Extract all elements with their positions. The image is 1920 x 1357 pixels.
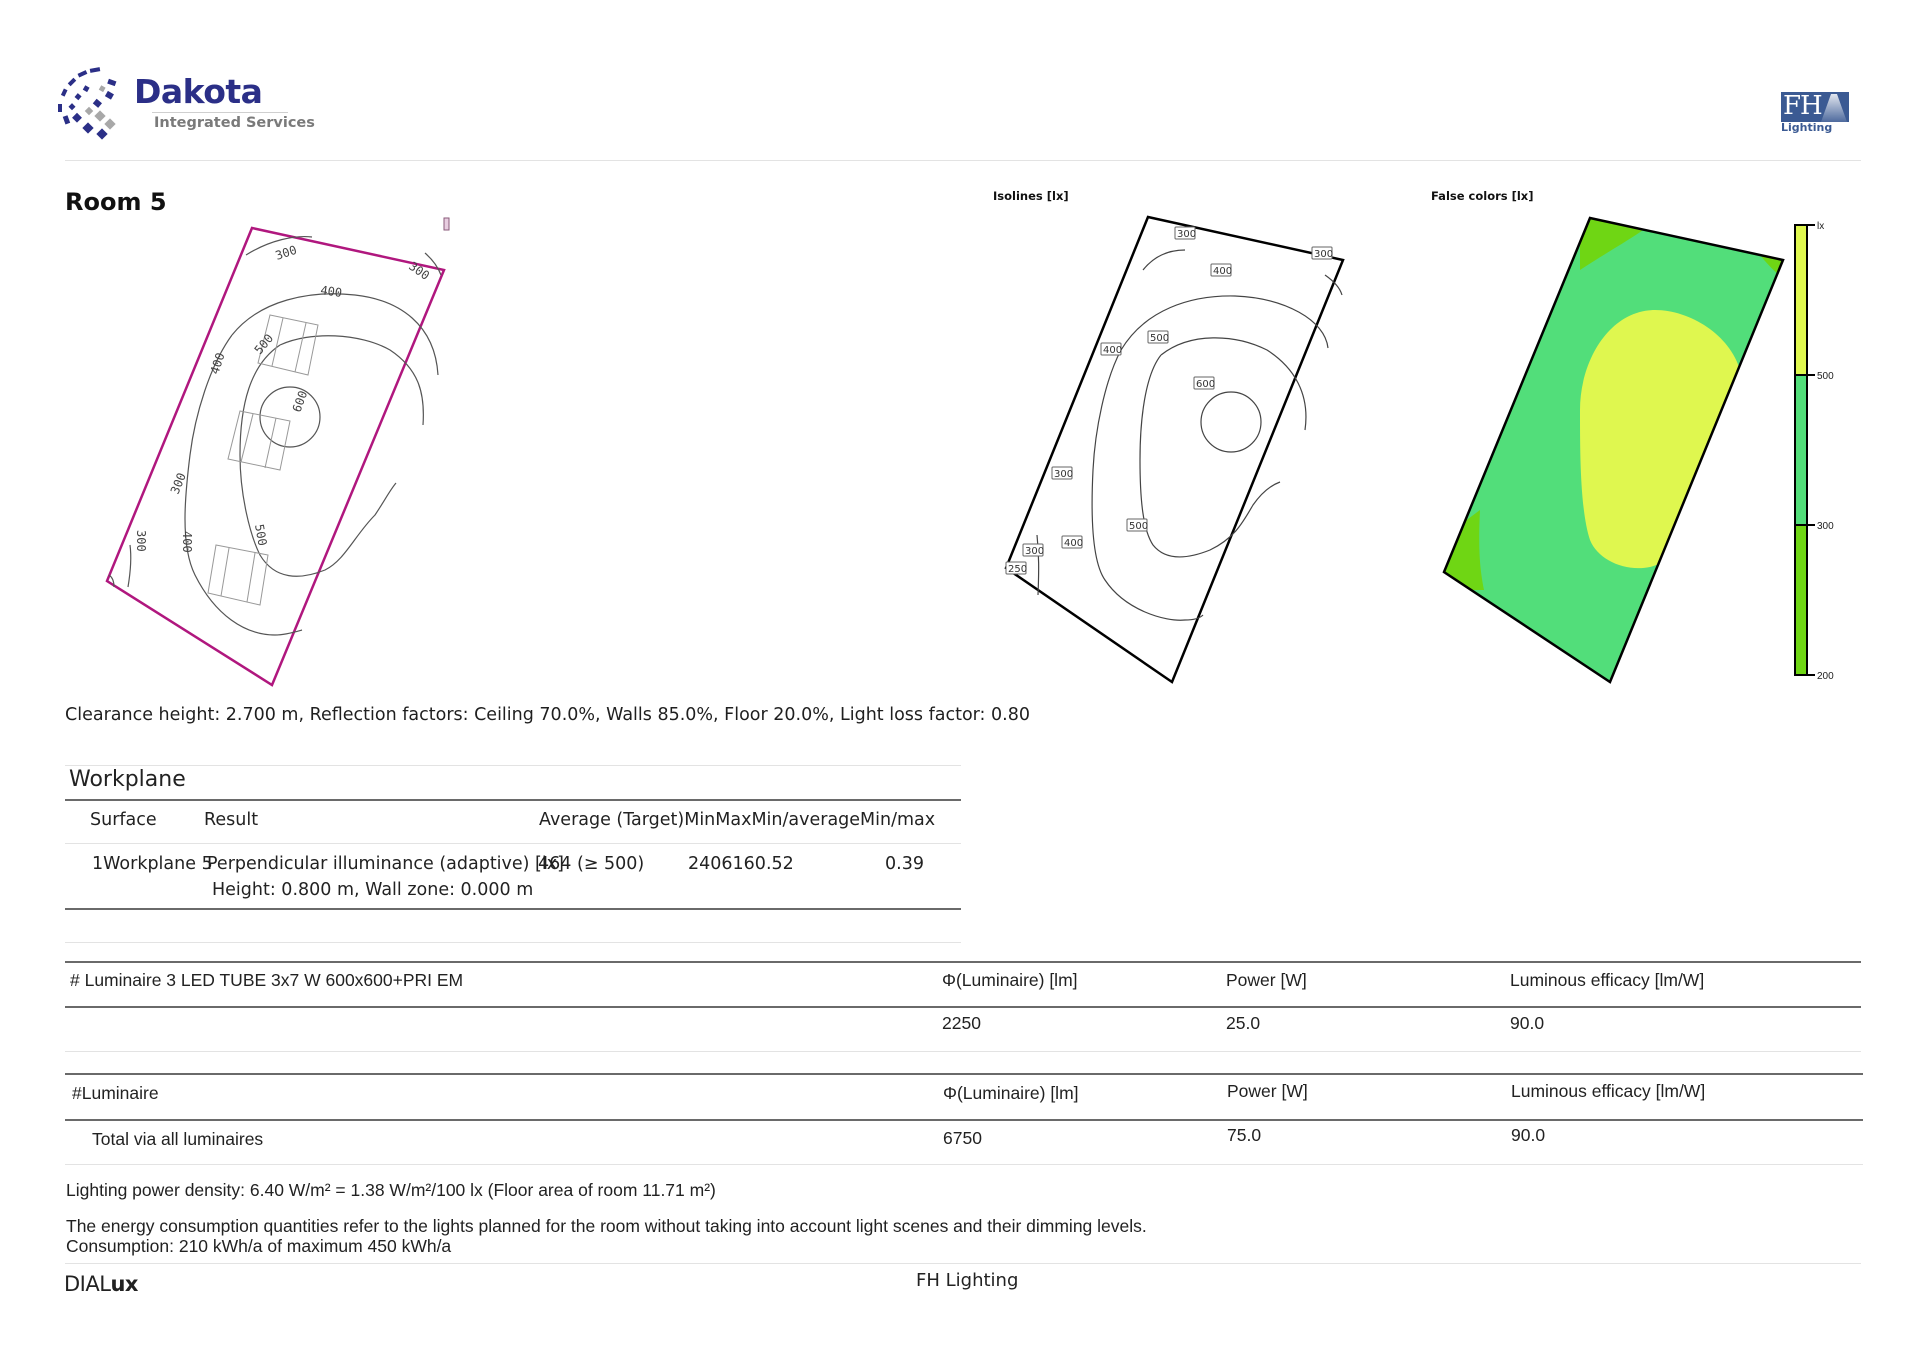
plan-label: 400 [207,350,228,376]
plan-label: 600 [289,388,311,415]
footer-divider [65,1263,1861,1264]
isoline-label: 400 [1064,538,1084,549]
footer-company: FH Lighting [916,1270,1019,1291]
legend-tick: 200 [1817,671,1834,680]
isoline-label: 400 [1103,345,1123,356]
col-result: Result [204,810,259,830]
company-name: Dakota [134,72,263,111]
col-surface: Surface [90,810,157,830]
luminaire-efficacy: 90.0 [1510,1013,1545,1033]
workplane-bottom-rule [65,908,961,910]
company-subtitle: Integrated Services [154,115,315,131]
plan-label: 300 [273,242,299,263]
room-floor-plan [100,215,460,695]
isoline-label: 400 [1213,266,1233,277]
legend-tick: 300 [1817,521,1834,532]
isoline-label: 600 [1196,379,1216,390]
cell-result: Perpendicular illuminance (adaptive) [lx] [207,854,564,874]
luminaire-flux-header: Φ(Luminaire) [lm] [942,970,1078,990]
total-flux-header: Φ(Luminaire) [lm] [943,1083,1079,1103]
total-row-rule [65,1119,1863,1121]
isolines-plot [995,210,1355,690]
plan-label: 400 [180,531,194,553]
isoline-label: 500 [1150,333,1170,344]
power-density: Lighting power density: 6.40 W/m² = 1.38 W/m²/100 lx (Floor area of room 11.71 m²) [66,1180,716,1200]
luminaire-power: 25.0 [1226,1013,1261,1033]
plan-label: 500 [252,523,270,547]
dialux-brand-light: DIAL [64,1272,111,1296]
luminaire-flux: 2250 [942,1013,981,1033]
cell-surface: 1Workplane 5 [92,854,213,874]
plan-label: 300 [167,470,189,497]
partner-logo-caption: Lighting [1781,121,1833,134]
isoline-label: 300 [1177,229,1197,240]
energy-note: The energy consumption quantities refer to the lights planned for the room without taking into account light scenes and their dimming levels. [66,1216,1147,1236]
total-header-rule [65,1073,1863,1075]
false-colors-plot [1440,210,1790,690]
logo-divider [152,112,288,113]
dialux-brand-bold: ux [110,1272,138,1296]
workplane-row-rule [65,843,961,844]
isoline-label: 300 [1314,249,1334,260]
false-colors-legend [1785,220,1855,680]
consumption: Consumption: 210 kWh/a of maximum 450 kWh/a [66,1236,452,1256]
cell-average: 464 (≥ 500) [538,854,645,874]
legend-tick: 500 [1817,371,1834,382]
dakota-logo-mark [56,64,128,140]
isoline-label: 500 [1129,521,1149,532]
total-power: 75.0 [1227,1125,1262,1145]
cell-min-max: 2406160.52 [688,854,794,874]
total-flux: 6750 [943,1128,982,1148]
total-efficacy-header: Luminous efficacy [lm/W] [1511,1081,1706,1101]
room-info: Clearance height: 2.700 m, Reflection factors: Ceiling 70.0%, Walls 85.0%, Floor 20.0%, Light loss factor: 0.80 [65,705,1030,725]
isolines-title: Isolines [lx] [993,189,1069,203]
luminaire-header-rule [65,961,1861,963]
total-bottom-rule [65,1164,1863,1165]
partner-logo-letters: FH [1783,91,1822,121]
isoline-label: 250 [1008,564,1028,575]
plan-label: 300 [134,530,148,552]
false-colors-title: False colors [lx] [1431,189,1534,203]
luminaire-name: # Luminaire 3 LED TUBE 3x7 W 600x600+PRI EM [70,970,464,990]
total-name: Total via all luminaires [92,1129,264,1149]
isoline-label: 300 [1054,469,1074,480]
dialux-brand [64,1272,138,1296]
luminaire-efficacy-header: Luminous efficacy [lm/W] [1510,970,1705,990]
room-title: Room 5 [65,188,167,216]
header-divider [65,160,1861,161]
luminaire-top-spacer [65,942,961,943]
legend-unit: lx [1817,221,1825,232]
total-power-header: Power [W] [1227,1081,1308,1101]
cell-min-over-max: 0.39 [885,854,924,874]
luminaire-power-header: Power [W] [1226,970,1307,990]
total-name-header: #Luminaire [72,1083,159,1103]
cell-subtext: Height: 0.800 m, Wall zone: 0.000 m [212,880,534,900]
isoline-label: 300 [1025,546,1045,557]
workplane-header-rule [65,799,961,801]
luminaire-bottom-rule [65,1051,1861,1052]
plan-label: 300 [406,258,433,283]
workplane-top-rule [65,765,961,766]
plan-label: 400 [319,283,344,300]
plan-label: 500 [251,331,277,357]
luminaire-row-rule [65,1006,1861,1008]
workplane-title: Workplane [69,767,186,792]
total-efficacy: 90.0 [1511,1125,1546,1145]
col-stats: Average (Target)MinMaxMin/averageMin/max [539,810,936,830]
